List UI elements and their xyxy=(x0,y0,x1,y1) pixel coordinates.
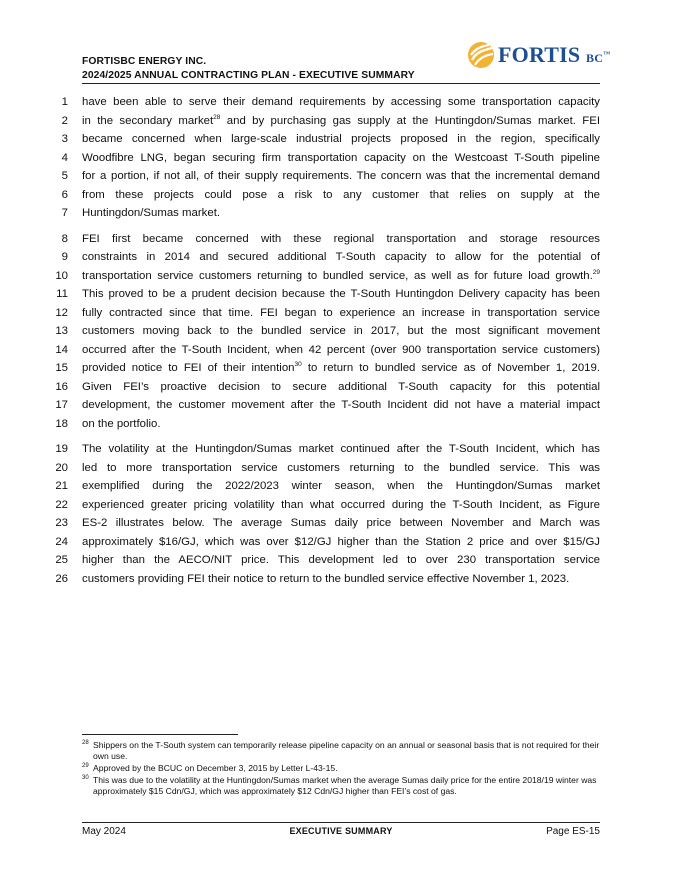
paragraph xyxy=(52,440,600,588)
line-text: Woodfibre LNG, began securing firm transportation capacity on the Westcoast T-South pipeline xyxy=(82,151,600,164)
line-text: in the secondary market$^{28}$ and by purchasing gas supply at the Huntingdon/Sumas market. FEI xyxy=(82,113,600,127)
text-line xyxy=(52,130,600,149)
body-text xyxy=(52,93,600,595)
footnote-text: Shippers on the T-South system can temporarily release pipeline capacity on an annual or seasonal basis that is not required for their own use. xyxy=(93,740,600,761)
line-number: 7 xyxy=(61,207,68,219)
line-text: for a portion, if not all, of their supply requirements. The concern was that the incremental demand xyxy=(82,170,600,182)
line-text: led to more transportation service customers returning to the bundled service. This was xyxy=(82,461,600,474)
line-text: from these projects could pose a risk to any customer that relies on supply at the xyxy=(82,188,600,201)
footnote-number: 30 xyxy=(82,775,89,781)
text-line xyxy=(52,149,600,168)
line-text: provided notice to FEI of their intention$^{30}$ to return to bundled service as of November 1, 2019. xyxy=(82,361,600,374)
line-text: customers providing FEI their notice to return to the bundled service effective November 1, 2023. xyxy=(82,572,570,585)
footer-rule xyxy=(82,822,600,823)
line-number: 2 xyxy=(61,114,68,127)
line-text: ES-2 illustrates below. The average Sumas daily price between November and March was xyxy=(82,517,600,529)
text-line xyxy=(52,459,600,478)
line-text: customers moving back to the bundled service in 2017, but the most significant movement xyxy=(82,325,600,337)
line-text: constraints in 2014 and secured additional T-South capacity to allow for the potential of xyxy=(82,251,600,263)
footnote-reference[interactable]: 28 xyxy=(213,113,221,121)
text-line xyxy=(52,204,600,223)
line-text: Huntingdon/Sumas market. xyxy=(82,207,221,219)
line-text: higher than the AECO/NIT price. This development led to over 230 transportation service xyxy=(82,554,600,566)
line-number: 1 xyxy=(61,96,68,108)
line-number: 17 xyxy=(55,399,68,411)
line-number: 20 xyxy=(55,461,68,474)
line-text: The volatility at the Huntingdon/Sumas market continued after the T-South Incident, which has xyxy=(82,443,600,455)
line-number: 13 xyxy=(55,325,68,337)
text-line xyxy=(52,186,600,205)
line-number: 16 xyxy=(55,380,68,393)
logo-wordmark: FORTIS BC™ xyxy=(498,42,611,67)
line-number: 11 xyxy=(56,288,68,300)
line-text: have been able to serve their demand requirements by accessing some transportation capacity xyxy=(82,96,600,108)
document-subtitle: 2024/2025 ANNUAL CONTRACTING PLAN - EXECUTIVE SUMMARY xyxy=(82,70,415,81)
footer-date: May 2024 xyxy=(82,826,126,837)
text-line xyxy=(52,496,600,515)
company-name: FORTISBC ENERGY INC. xyxy=(82,56,207,67)
text-line xyxy=(52,341,600,360)
text-line xyxy=(52,440,600,459)
header-rule xyxy=(82,83,600,84)
footer-section: EXECUTIVE SUMMARY xyxy=(289,826,393,836)
line-text: approximately $16/GJ, which was over $12/GJ higher than the Station 2 price and over $15/GJ xyxy=(82,535,600,548)
text-line xyxy=(52,167,600,186)
text-line xyxy=(52,93,600,112)
footnote-text: Approved by the BCUC on December 3, 2015 by Letter L-43-15. xyxy=(93,763,338,773)
text-line xyxy=(52,248,600,267)
text-line xyxy=(52,322,600,341)
line-number: 5 xyxy=(61,170,68,182)
line-number: 8 xyxy=(61,232,68,245)
text-line xyxy=(52,477,600,496)
line-text: became concerned when large-scale industrial projects proposed in the region, specifically xyxy=(82,133,600,145)
line-number: 15 xyxy=(55,362,68,374)
paragraph xyxy=(52,93,600,223)
footnote-separator xyxy=(82,734,238,735)
line-text: Given FEI’s proactive decision to secure additional T-South capacity for this potential xyxy=(82,380,600,393)
line-number: 12 xyxy=(55,306,68,319)
text-line xyxy=(52,551,600,570)
flame-icon xyxy=(466,40,496,70)
text-line xyxy=(52,396,600,415)
line-text: exemplified during the 2022/2023 winter season, when the Huntingdon/Sumas market xyxy=(82,480,600,492)
footer-page-number: Page ES-15 xyxy=(546,826,600,837)
line-text: on the portfolio. xyxy=(82,417,161,430)
footnote-number: 28 xyxy=(82,740,89,746)
text-line xyxy=(52,514,600,533)
line-number: 19 xyxy=(55,443,68,455)
line-number: 18 xyxy=(55,417,68,430)
line-text: experienced greater pricing volatility than what occurred during the T-South Incident, as Figure xyxy=(82,498,600,511)
footnote-reference[interactable]: 29 xyxy=(592,268,600,276)
line-text: FEI first became concerned with these regional transportation and storage resources xyxy=(82,232,600,245)
text-line xyxy=(52,378,600,397)
footnotes xyxy=(82,740,600,798)
line-text: occurred after the T-South Incident, when 42 percent (over 900 transportation service customers) xyxy=(82,343,600,356)
line-number: 14 xyxy=(55,343,68,356)
line-number: 24 xyxy=(55,535,68,548)
line-number: 23 xyxy=(55,517,68,529)
text-line xyxy=(52,267,600,286)
line-number: 4 xyxy=(61,151,68,164)
text-line xyxy=(52,359,600,378)
line-number: 25 xyxy=(55,554,68,566)
text-line xyxy=(52,230,600,249)
paragraph xyxy=(52,230,600,434)
text-line xyxy=(52,570,600,589)
footnote xyxy=(82,775,600,797)
footnote-text: This was due to the volatility at the Huntingdon/Sumas market when the average Sumas daily price for the entire 2018/19 winter was approximately $15 Cdn/GJ, which was approximately $12 Cdn/GJ higher than FEI’s cost of gas. xyxy=(93,775,597,796)
line-number: 10 xyxy=(55,269,68,282)
footnote-reference[interactable]: 30 xyxy=(294,361,302,368)
text-line xyxy=(52,112,600,131)
line-text: development, the customer movement after the T-South Incident did not have a material impact xyxy=(82,399,600,411)
text-line xyxy=(52,415,600,434)
line-number: 6 xyxy=(61,188,68,201)
footnote xyxy=(82,763,600,774)
line-text: fully contracted since that time. FEI began to experience an increase in transportation service xyxy=(82,306,600,319)
line-number: 21 xyxy=(55,480,68,492)
text-line xyxy=(52,304,600,323)
fortisbc-logo xyxy=(466,40,611,72)
line-number: 22 xyxy=(55,498,68,511)
line-number: 9 xyxy=(61,251,68,263)
footnote xyxy=(82,740,600,762)
line-text: This proved to be a prudent decision because the T-South Huntingdon Delivery capacity has been xyxy=(82,288,600,300)
footnote-number: 29 xyxy=(82,763,89,769)
text-line xyxy=(52,533,600,552)
line-number: 26 xyxy=(55,572,68,585)
line-text: transportation service customers returning to bundled service, as well as for future load growth.$^{29}$ xyxy=(82,268,600,282)
text-line xyxy=(52,285,600,304)
line-number: 3 xyxy=(61,133,68,145)
